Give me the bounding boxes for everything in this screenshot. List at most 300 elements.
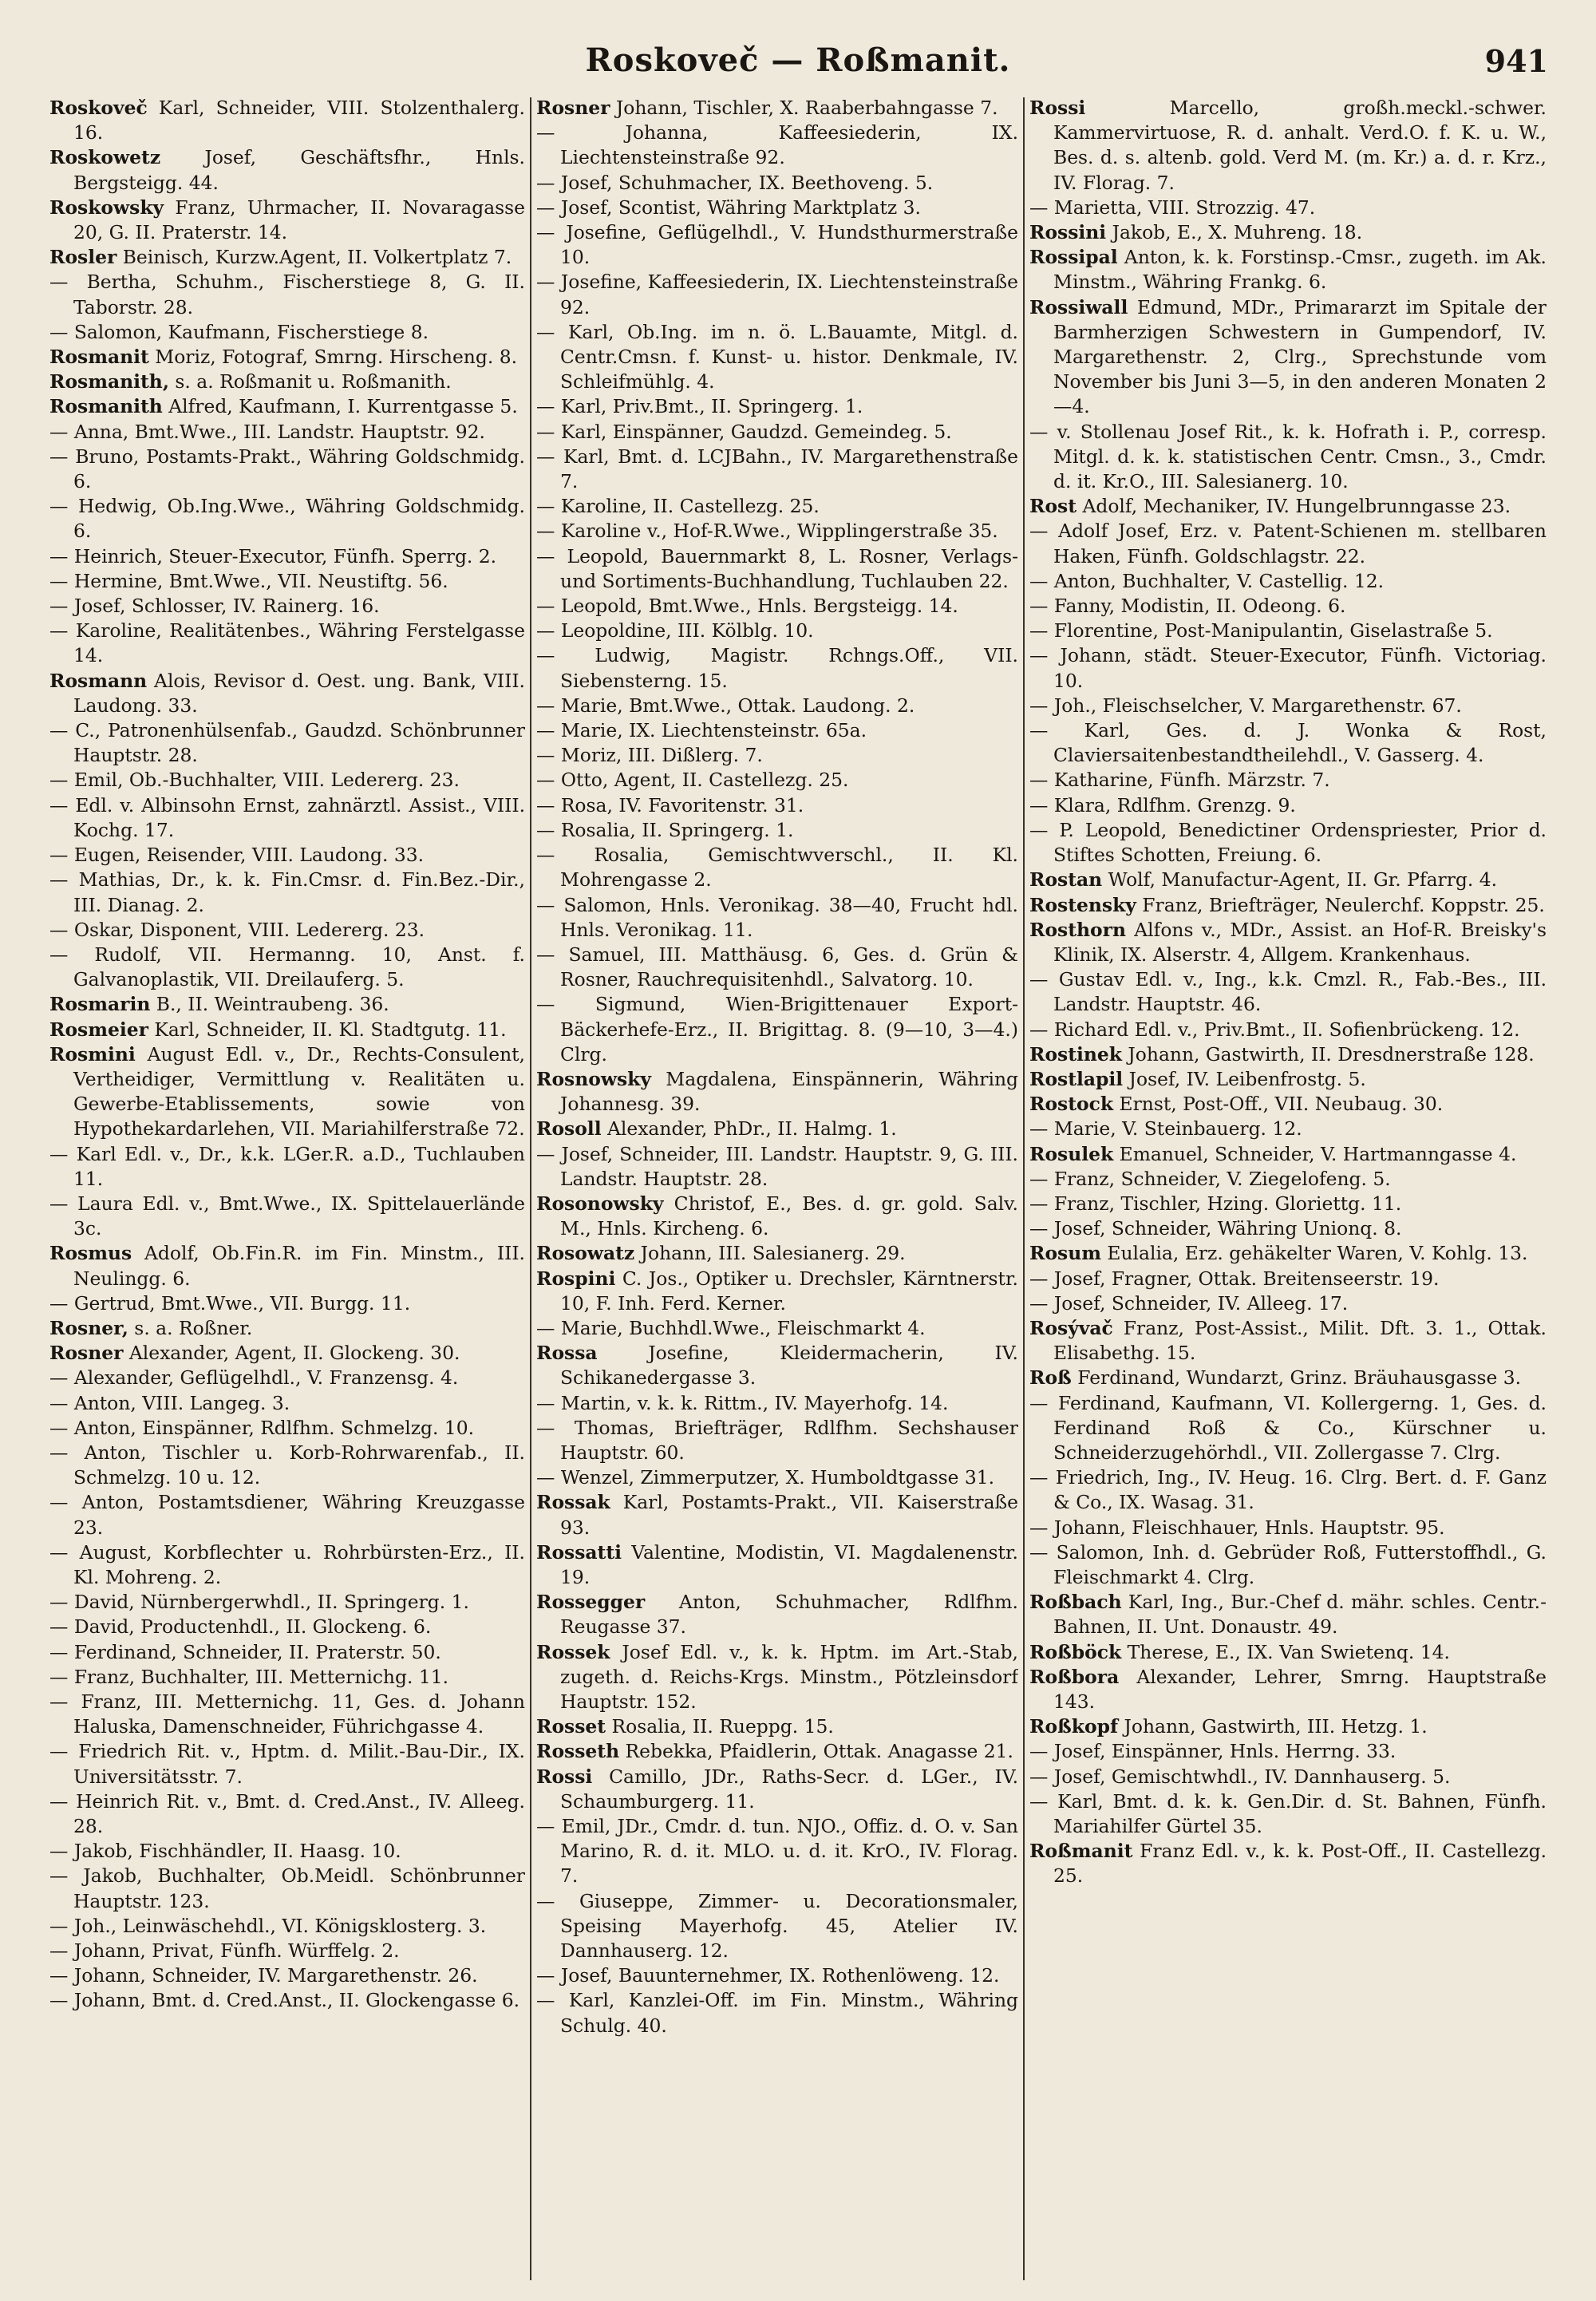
column-1: [49, 96, 525, 2283]
entry-details: Anton, k. k. Forstinsp.-Cmsr., zugeth. im Ak. Minstm., Währing Frankg. 6.: [1053, 246, 1547, 294]
entry-details: — Leopold, Bauernmarkt 8, L. Rosner, Verlags- und Sortiments-Buchhandlung, Tuchlauben 22.: [536, 544, 1018, 592]
entry-surname: Roskoveč: [49, 97, 148, 119]
entry-details: Josefine, Kleidermacherin, IV. Schikanedergasse 3.: [560, 1342, 1018, 1390]
entry-details: — P. Leopold, Benedictiner Ordenspriester, Prior d. Stiftes Schotten, Freiung. 6.: [1029, 818, 1547, 867]
directory-entry: [536, 643, 1018, 693]
directory-entry: [1029, 96, 1547, 196]
entry-details: Josef, IV. Leibenfrostg. 5.: [1123, 1067, 1366, 1090]
entry-details: — Hedwig, Ob.Ing.Wwe., Währing Goldschmidg. 6.: [49, 495, 525, 543]
directory-entry: [49, 1615, 525, 1639]
directory-entry: [536, 1640, 1018, 1715]
directory-entry: [536, 519, 1018, 544]
directory-entry: [536, 893, 1018, 943]
entry-details: — David, Nürnbergerwhdl., II. Springerg. 1.: [49, 1591, 469, 1614]
directory-entry: [536, 1267, 1018, 1316]
directory-entry: [536, 1889, 1018, 1964]
directory-entry: [49, 1241, 525, 1291]
entry-details: — Josef, Schneider, IV. Alleeg. 17.: [1029, 1291, 1349, 1315]
entry-details: — Josef, Schneider, Währing Unionq. 8.: [1029, 1217, 1402, 1240]
entry-details: Therese, E., IX. Van Swietenq. 14.: [1121, 1640, 1450, 1663]
entry-details: — Fanny, Modistin, II. Odeong. 6.: [1029, 595, 1346, 618]
entry-details: — Eugen, Reisender, VIII. Laudong. 33.: [49, 844, 425, 867]
directory-entry: [49, 1391, 525, 1416]
entry-details: — Thomas, Briefträger, Rdlfhm. Sechshauser Hauptstr. 60.: [536, 1416, 1018, 1464]
column-divider: [1023, 97, 1025, 2280]
entry-details: s. a. Roßmanit u. Roßmanith.: [168, 370, 452, 393]
directory-entry: [536, 220, 1018, 270]
directory-entry: [49, 1366, 525, 1390]
directory-entry: [49, 1416, 525, 1441]
entry-details: — Jakob, Buchhalter, Ob.Meidl. Schönbrunner Hauptstr. 123.: [49, 1864, 525, 1912]
directory-entry: [536, 818, 1018, 843]
directory-entry: [49, 943, 525, 992]
entry-details: — Emil, JDr., Cmdr. d. tun. NJO., Offiz. d. O. v. San Marino, R. d. it. MLO. u. d. it. KrO., IV. Florag. 7.: [536, 1815, 1018, 1888]
directory-entry: [536, 1814, 1018, 1889]
entry-surname: Rossa: [536, 1342, 598, 1365]
directory-entry: [536, 1988, 1018, 2038]
directory-entry: [1029, 643, 1547, 693]
entry-details: Franz, Uhrmacher, II. Novaragasse 20, G. II. Praterstr. 14.: [73, 196, 525, 244]
entry-details: — Josef, Einspänner, Hnls. Herrng. 33.: [1029, 1740, 1396, 1763]
entry-details: — Otto, Agent, II. Castellezg. 25.: [536, 769, 849, 792]
directory-entry: [536, 1465, 1018, 1490]
directory-entry: [49, 1690, 525, 1739]
entry-details: — Anton, Postamtsdiener, Währing Kreuzgasse 23.: [49, 1491, 525, 1539]
entry-details: — Friedrich, Ing., IV. Heug. 16. Clrg. Bert. d. F. Ganz & Co., IX. Wasag. 31.: [1029, 1466, 1547, 1514]
entry-details: — Florentine, Post-Manipulantin, Giselastraße 5.: [1029, 619, 1493, 642]
directory-entry: [1029, 295, 1547, 420]
entry-details: — Josef, Schlosser, IV. Rainerg. 16.: [49, 595, 380, 618]
entry-details: — Heinrich, Steuer-Executor, Fünfh. Sperrg. 2.: [49, 544, 497, 567]
directory-entry: [536, 619, 1018, 643]
directory-entry: [49, 843, 525, 868]
directory-entry: [536, 1739, 1018, 1764]
entry-details: Jakob, E., X. Muhreng. 18.: [1106, 221, 1363, 244]
directory-entry: [1029, 594, 1547, 619]
entry-surname: Rossi: [536, 1765, 593, 1788]
entry-details: — Richard Edl. v., Priv.Bmt., II. Sofienbrückeng. 12.: [1029, 1018, 1520, 1041]
entry-details: Josef, Geschäftsfhr., Hnls. Bergsteigg. 44.: [73, 146, 525, 194]
directory-entry: [536, 1316, 1018, 1341]
directory-entry: [49, 1018, 525, 1042]
directory-entry: [536, 494, 1018, 519]
entry-details: — Rosalia, Gemischtwverschl., II. Kl. Mohrengasse 2.: [536, 844, 1018, 892]
directory-entry: [536, 768, 1018, 793]
directory-entry: [1029, 1291, 1547, 1316]
column-divider: [530, 97, 531, 2280]
entry-details: — Salomon, Inh. d. Gebrüder Roß, Futterstoffhdl., G. Fleischmarkt 4. Clrg.: [1029, 1540, 1547, 1588]
entry-details: — Laura Edl. v., Bmt.Wwe., IX. Spittelauerlände 3c.: [49, 1192, 525, 1240]
entry-details: Alexander, Lehrer, Smrng. Hauptstraße 143.: [1053, 1665, 1547, 1713]
directory-entry: [536, 1192, 1018, 1241]
entry-surname: Rosner,: [49, 1316, 128, 1339]
directory-entry: [49, 1789, 525, 1839]
directory-entry: [49, 1341, 525, 1366]
entry-details: — Marie, Buchhdl.Wwe., Fleischmarkt 4.: [536, 1316, 926, 1339]
entry-details: — Ludwig, Magistr. Rchngs.Off., VII. Siebensterng. 15.: [536, 644, 1018, 692]
entry-surname: Rosthorn: [1029, 918, 1126, 941]
directory-entry: [49, 1490, 525, 1540]
entry-surname: Roßböck: [1029, 1640, 1122, 1663]
entry-details: Johann, III. Salesianerg. 29.: [634, 1242, 906, 1265]
entry-details: — Josef, Schuhmacher, IX. Beethoveng. 5.: [536, 171, 934, 194]
entry-details: C. Jos., Optiker u. Drechsler, Kärntnerstr. 10, F. Inh. Ferd. Kerner.: [560, 1267, 1018, 1315]
directory-entry: [49, 868, 525, 917]
entry-details: Karl, Ing., Bur.-Chef d. mähr. schles. Centr.-Bahnen, II. Unt. Donaustr. 49.: [1053, 1591, 1547, 1639]
directory-entry: [1029, 768, 1547, 793]
entry-surname: Rosmini: [49, 1042, 136, 1065]
directory-entry: [1029, 1765, 1547, 1789]
directory-entry: [536, 1963, 1018, 1988]
entry-surname: Rossipal: [1029, 246, 1118, 269]
entry-details: — Karl, Priv.Bmt., II. Springerg. 1.: [536, 395, 863, 418]
entry-details: Adolf, Ob.Fin.R. im Fin. Minstm., III. Neulingg. 6.: [73, 1242, 525, 1290]
entry-details: Karl, Postamts-Prakt., VII. Kaiserstraße 93.: [560, 1491, 1018, 1539]
directory-entry: [1029, 1241, 1547, 1266]
entry-surname: Rosum: [1029, 1242, 1101, 1265]
directory-entry: [49, 494, 525, 544]
entry-surname: Rostinek: [1029, 1042, 1122, 1065]
entry-details: Magdalena, Einspännerin, Währing Johannesg. 39.: [560, 1067, 1018, 1116]
entry-surname: Rosonowsky: [536, 1192, 664, 1215]
directory-entry: [1029, 1665, 1547, 1714]
entry-details: Franz, Post-Assist., Milit. Dft. 3. 1., Ottak. Elisabethg. 15.: [1053, 1316, 1547, 1365]
entry-surname: Rostan: [1029, 868, 1103, 892]
directory-entry: [49, 1988, 525, 2013]
entry-details: — Franz, Schneider, V. Ziegelofeng. 5.: [1029, 1167, 1391, 1190]
entry-surname: Rosseth: [536, 1740, 620, 1763]
entry-details: Eulalia, Erz. gehäkelter Waren, V. Kohlg. 13.: [1100, 1242, 1528, 1265]
entry-details: — Marie, IX. Liechtensteinstr. 65a.: [536, 719, 867, 742]
entry-details: — Adolf Josef, Erz. v. Patent-Schienen m. stellbaren Haken, Fünfh. Goldschlagstr. 22.: [1029, 520, 1547, 567]
directory-entry: [49, 196, 525, 245]
entry-details: Karl, Schneider, VIII. Stolzenthalerg. 16.: [73, 97, 525, 144]
directory-entry: [1029, 793, 1547, 818]
directory-entry: [1029, 1067, 1547, 1092]
entry-details: — Johann, städt. Steuer-Executor, Fünfh. Victoriag. 10.: [1029, 644, 1547, 692]
directory-entry: [49, 1914, 525, 1939]
entry-details: — Johanna, Kaffeesiederin, IX. Liechtensteinstraße 92.: [536, 121, 1018, 169]
entry-details: Valentine, Modistin, VI. Magdalenenstr. 19.: [560, 1540, 1018, 1588]
directory-entry: [49, 1540, 525, 1590]
entry-details: Anton, Schuhmacher, Rdlfhm. Reugasse 37.: [560, 1591, 1018, 1639]
directory-entry: [1029, 868, 1547, 892]
entry-details: Alois, Revisor d. Oest. ung. Bank, VIII. Laudong. 33.: [73, 669, 525, 717]
entry-surname: Roßbora: [1029, 1665, 1120, 1688]
entry-details: — Franz, III. Metternichg. 11, Ges. d. Johann Haluska, Damenschneider, Führichgasse 4.: [49, 1690, 525, 1738]
entry-details: — C., Patronenhülsenfab., Gaudzd. Schönbrunner Hauptstr. 28.: [49, 719, 525, 767]
directory-entry: [1029, 196, 1547, 220]
entry-details: Camillo, JDr., Raths-Secr. d. LGer., IV. Schaumburgerg. 11.: [560, 1765, 1018, 1813]
entry-details: Ernst, Post-Off., VII. Neubaug. 30.: [1113, 1093, 1444, 1116]
entry-details: Alexander, Agent, II. Glockeng. 30.: [123, 1342, 460, 1365]
directory-entry: [536, 992, 1018, 1067]
entry-details: — Johann, Fleischhauer, Hnls. Hauptstr. 95.: [1029, 1516, 1445, 1539]
directory-entry: [1029, 1714, 1547, 1739]
directory-entry: [1029, 1167, 1547, 1192]
directory-entry: [49, 1864, 525, 1913]
directory-entry: [536, 1341, 1018, 1390]
entry-surname: Rostock: [1029, 1093, 1114, 1116]
entry-details: Franz Edl. v., k. k. Post-Off., II. Castellezg. 25.: [1053, 1840, 1547, 1888]
entry-details: — Friedrich Rit. v., Hptm. d. Milit.-Bau-Dir., IX. Universitätsstr. 7.: [49, 1740, 525, 1788]
entry-surname: Rostensky: [1029, 893, 1136, 916]
directory-entry: [49, 1839, 525, 1864]
directory-entry: [1029, 1739, 1547, 1764]
entry-details: Johann, Gastwirth, II. Dresdnerstraße 128.: [1122, 1042, 1535, 1065]
entry-surname: Rosnowsky: [536, 1067, 651, 1090]
entry-surname: Rossak: [536, 1491, 610, 1514]
directory-entry: [1029, 569, 1547, 594]
entry-surname: Rossatti: [536, 1540, 622, 1564]
entry-details: Ferdinand, Wundarzt, Grinz. Bräuhausgasse 3.: [1071, 1366, 1522, 1390]
page-number: 941: [1484, 43, 1548, 79]
directory-entry: [536, 793, 1018, 818]
directory-entry: [49, 594, 525, 619]
entry-surname: Rosmanith: [49, 395, 163, 418]
entry-details: — Heinrich Rit. v., Bmt. d. Cred.Anst., IV. Alleeg. 28.: [49, 1789, 525, 1838]
directory-entry: [49, 420, 525, 445]
entry-details: — Karl Edl. v., Dr., k.k. LGer.R. a.D., Tuchlauben 11.: [49, 1142, 525, 1190]
entry-surname: Rospini: [536, 1267, 616, 1290]
entry-details: Marcello, großh.meckl.-schwer. Kammervirtuose, R. d. anhalt. Verd.O. f. K. u. W., Bes. d. s. altenb. gold. Verd M. (m. Kr.) a. d. r. Krz., IV. Florag. 7.: [1053, 97, 1547, 194]
directory-entry: [49, 245, 525, 270]
directory-entry: [1029, 1316, 1547, 1366]
entry-details: — Johann, Bmt. d. Cred.Anst., II. Glockengasse 6.: [49, 1989, 520, 2012]
entry-details: Karl, Schneider, II. Kl. Stadtgutg. 11.: [148, 1018, 507, 1041]
entry-details: — Wenzel, Zimmerputzer, X. Humboldtgasse 31.: [536, 1466, 995, 1489]
directory-entry: [536, 196, 1018, 220]
directory-entry: [49, 793, 525, 843]
entry-details: — Franz, Buchhalter, III. Metternichg. 11.: [49, 1665, 449, 1688]
directory-entry: [1029, 1117, 1547, 1141]
directory-entry: [49, 768, 525, 793]
entry-details: — Josef, Schneider, III. Landstr. Hauptstr. 9, G. III. Landstr. Hauptstr. 28.: [536, 1142, 1018, 1190]
entry-surname: Rossek: [536, 1640, 610, 1663]
directory-entry: [536, 420, 1018, 445]
entry-details: — Emil, Ob.-Buchhalter, VIII. Ledererg. 23.: [49, 769, 460, 792]
entry-details: Johann, Tischler, X. Raaberbahngasse 7.: [610, 97, 998, 119]
entry-details: — Rosa, IV. Favoritenstr. 31.: [536, 793, 804, 816]
entry-details: — Anton, Buchhalter, V. Castellig. 12.: [1029, 569, 1385, 592]
entry-details: — Rosalia, II. Springerg. 1.: [536, 818, 794, 841]
entry-details: Alexander, PhDr., II. Halmg. 1.: [601, 1117, 897, 1141]
entry-details: — Leopoldine, III. Kölblg. 10.: [536, 619, 814, 642]
entry-details: — Samuel, III. Matthäusg. 6, Ges. d. Grün & Rosner, Rauchrequisitenhdl., Salvatorg. 10.: [536, 943, 1018, 991]
directory-entry: [1029, 1192, 1547, 1216]
directory-entry: [49, 669, 525, 718]
directory-entry: [1029, 1142, 1547, 1167]
entry-surname: Roß: [1029, 1366, 1072, 1390]
directory-entry: [536, 1067, 1018, 1117]
directory-entry: [1029, 420, 1547, 495]
entry-details: — Marie, Bmt.Wwe., Ottak. Laudong. 2.: [536, 694, 915, 717]
entry-details: — Sigmund, Wien-Brigittenauer Export-Bäckerhefe-Erz., II. Brigittag. 8. (9—10, 3—4.) Clrg.: [536, 993, 1018, 1065]
entry-details: Alfons v., MDr., Assist. an Hof-R. Breisky's Klinik, IX. Alserstr. 4, Allgem. Krankenhaus.: [1053, 918, 1547, 966]
directory-entry: [1029, 694, 1547, 718]
entry-details: — Rudolf, VII. Hermanng. 10, Anst. f. Galvanoplastik, VII. Dreilauferg. 5.: [49, 943, 525, 991]
entry-surname: Rosmarin: [49, 993, 151, 1016]
directory-entry: [49, 345, 525, 370]
entry-details: — Karoline v., Hof-R.Wwe., Wipplingerstraße 35.: [536, 520, 998, 543]
directory-entry: [49, 1441, 525, 1490]
entry-details: Josef Edl. v., k. k. Hptm. im Art.-Stab, zugeth. d. Reichs-Krgs. Minstm., Pötzleinsdorf Hauptstr. 152.: [560, 1640, 1018, 1713]
entry-surname: Rosývač: [1029, 1316, 1113, 1339]
directory-entry: [1029, 1216, 1547, 1241]
column-2: [536, 96, 1018, 2283]
entry-surname: Rosulek: [1029, 1142, 1114, 1165]
directory-entry: [49, 145, 525, 195]
entry-details: — Franz, Tischler, Hzing. Gloriettg. 11.: [1029, 1192, 1402, 1215]
entry-details: — Joh., Fleischselcher, V. Margarethenstr. 67.: [1029, 694, 1462, 717]
entry-surname: Roskowetz: [49, 146, 161, 169]
directory-entry: [49, 1665, 525, 1690]
directory-entry: [1029, 893, 1547, 918]
entry-details: — Moriz, III. Dißlerg. 7.: [536, 744, 763, 767]
entry-details: — Martin, v. k. k. Rittm., IV. Mayerhofg. 14.: [536, 1391, 949, 1414]
directory-entry: [536, 445, 1018, 494]
entry-surname: Rost: [1029, 495, 1077, 518]
directory-entry: [1029, 1590, 1547, 1639]
directory-entry: [1029, 1267, 1547, 1291]
entry-details: — Anton, Tischler u. Korb-Rohrwarenfab., II. Schmelzg. 10 u. 12.: [49, 1441, 525, 1489]
directory-entry: [536, 320, 1018, 395]
entry-details: Christof, E., Bes. d. gr. gold. Salv. M., Hnls. Kircheng. 6.: [560, 1192, 1018, 1240]
entry-details: — August, Korbflechter u. Rohrbürsten-Erz., II. Kl. Mohreng. 2.: [49, 1540, 525, 1588]
directory-entry: [49, 270, 525, 319]
directory-entry: [49, 1291, 525, 1316]
entry-surname: Rosner: [536, 97, 610, 119]
entry-details: — Karl, Einspänner, Gaudzd. Gemeindeg. 5.: [536, 420, 952, 443]
entry-details: — Jakob, Fischhändler, II. Haasg. 10.: [49, 1840, 401, 1863]
entry-surname: Rostlapil: [1029, 1067, 1124, 1090]
directory-entry: [49, 394, 525, 419]
entry-surname: Rosmeier: [49, 1018, 148, 1041]
directory-entry: [536, 270, 1018, 319]
entry-surname: Rosoll: [536, 1117, 602, 1141]
column-3: [1029, 96, 1547, 2283]
entry-surname: Roßkopf: [1029, 1715, 1119, 1738]
entry-surname: Rosner: [49, 1342, 124, 1365]
directory-entry: [536, 594, 1018, 619]
entry-details: Wolf, Manufactur-Agent, II. Gr. Pfarrg. 4.: [1102, 868, 1498, 892]
entry-details: Rosalia, II. Rueppg. 15.: [606, 1715, 834, 1738]
entry-details: — Josefine, Kaffeesiederin, IX. Liechtensteinstraße 92.: [536, 271, 1018, 318]
entry-surname: Rossi: [1029, 97, 1086, 119]
entry-details: — Karl, Ob.Ing. im n. ö. L.Bauamte, Mitgl. d. Centr.Cmsn. f. Kunst- u. histor. Denkmale, IV. Schleifmühlg. 4.: [536, 320, 1018, 393]
entry-details: — Josef, Bauunternehmer, IX. Rothenlöweng. 12.: [536, 1964, 1000, 1987]
directory-entry: [536, 943, 1018, 992]
directory-entry: [1029, 519, 1547, 568]
entry-details: — Karl, Bmt. d. LCJBahn., IV. Margarethenstraße 7.: [536, 445, 1018, 493]
directory-entry: [536, 121, 1018, 170]
entry-details: — Ferdinand, Schneider, II. Praterstr. 50.: [49, 1640, 441, 1663]
directory-entry: [1029, 918, 1547, 967]
directory-entry: [536, 1142, 1018, 1192]
directory-entry: [49, 569, 525, 594]
entry-details: — Anton, Einspänner, Rdlfhm. Schmelzg. 10.: [49, 1416, 475, 1439]
entry-details: — Anton, VIII. Langeg. 3.: [49, 1391, 290, 1414]
entry-details: — Leopold, Bmt.Wwe., Hnls. Bergsteigg. 14.: [536, 595, 958, 618]
directory-entry: [536, 1241, 1018, 1266]
directory-entry: [536, 1714, 1018, 1739]
entry-details: — v. Stollenau Josef Rit., k. k. Hofrath i. P., corresp. Mitgl. d. k. k. statistischen Centr. Cmsn., 3., Cmdr. d. it. Kr.O., III. Salesianerg. 10.: [1029, 420, 1547, 493]
entry-details: — Salomon, Kaufmann, Fischerstiege 8.: [49, 320, 429, 343]
directory-entry: [536, 171, 1018, 196]
directory-entry: [49, 992, 525, 1017]
directory-entry: [49, 320, 525, 345]
directory-entry: [49, 1590, 525, 1615]
directory-entry: [536, 1117, 1018, 1141]
entry-details: August Edl. v., Dr., Rechts-Consulent, Vertheidiger, Vermittlung v. Realitäten u. Gewerbe-Etablissements, sowie von Hypothekardarlehen, VII. Mariahilferstraße 72.: [73, 1042, 525, 1141]
entry-details: — Gertrud, Bmt.Wwe., VII. Burgg. 11.: [49, 1291, 411, 1315]
entry-details: — Johann, Privat, Fünfh. Würffelg. 2.: [49, 1939, 400, 1963]
directory-entry: [49, 1939, 525, 1963]
entry-details: — Katharine, Fünfh. Märzstr. 7.: [1029, 769, 1330, 792]
directory-entry: [1029, 245, 1547, 295]
entry-surname: Rossiwall: [1029, 295, 1128, 318]
directory-entry: [1029, 967, 1547, 1017]
directory-entry: [1029, 1516, 1547, 1540]
entry-surname: Rossegger: [536, 1591, 646, 1614]
entry-details: Edmund, MDr., Primararzt im Spitale der Barmherzigen Schwestern in Gumpendorf, IV. Margarethenstr. 2, Clrg., Sprechstunde vom November bis Juni 3—5, in den anderen Monaten 2—4.: [1053, 295, 1547, 418]
entry-details: — Edl. v. Albinsohn Ernst, zahnärztl. Assist., VIII. Kochg. 17.: [49, 793, 525, 841]
entry-surname: Rosowatz: [536, 1242, 635, 1265]
entry-details: Franz, Briefträger, Neulerchf. Koppstr. 25.: [1136, 893, 1545, 916]
entry-details: — Josef, Scontist, Währing Marktplatz 3.: [536, 196, 921, 219]
directory-entry: [1029, 1540, 1547, 1590]
directory-entry: [49, 370, 525, 394]
entry-details: — Gustav Edl. v., Ing., k.k. Cmzl. R., Fab.-Bes., III. Landstr. Hauptstr. 46.: [1029, 968, 1547, 1016]
directory-entry: [1029, 718, 1547, 768]
entry-details: — Oskar, Disponent, VIII. Ledererg. 23.: [49, 918, 425, 941]
directory-entry: [49, 1042, 525, 1142]
entry-details: B., II. Weintraubeng. 36.: [150, 993, 389, 1016]
entry-details: — Mathias, Dr., k. k. Fin.Cmsr. d. Fin.Bez.-Dir., III. Dianag. 2.: [49, 868, 525, 916]
entry-details: — Josefine, Geflügelhdl., V. Hundsthurmerstraße 10.: [536, 221, 1018, 269]
directory-entry: [49, 1142, 525, 1192]
directory-entry: [49, 718, 525, 768]
entry-details: — Salomon, Hnls. Veronikag. 38—40, Frucht hdl. Hnls. Veronikag. 11.: [536, 893, 1018, 941]
entry-details: — Josef, Gemischtwhdl., IV. Dannhauserg. 5.: [1029, 1765, 1451, 1788]
directory-entry: [49, 1739, 525, 1789]
entry-details: — Anna, Bmt.Wwe., III. Landstr. Hauptstr. 92.: [49, 420, 485, 443]
entry-details: — Marietta, VIII. Strozzig. 47.: [1029, 196, 1316, 219]
directory-entry: [49, 1192, 525, 1241]
entry-details: — Bruno, Postamts-Prakt., Währing Goldschmidg. 6.: [49, 445, 525, 493]
entry-details: — Marie, V. Steinbauerg. 12.: [1029, 1117, 1302, 1141]
entry-surname: Rosler: [49, 246, 117, 269]
entry-details: — Karl, Bmt. d. k. k. Gen.Dir. d. St. Bahnen, Fünfh. Mariahilfer Gürtel 35.: [1029, 1789, 1547, 1838]
directory-entry: [1029, 494, 1547, 519]
directory-entry: [536, 1490, 1018, 1540]
entry-details: Beinisch, Kurzw.Agent, II. Volkertplatz 7.: [117, 246, 512, 269]
entry-details: — Giuseppe, Zimmer- u. Decorationsmaler, Speising Mayerhofg. 45, Atelier IV. Dannhauserg. 12.: [536, 1889, 1018, 1963]
entry-details: Johann, Gastwirth, III. Hetzg. 1.: [1118, 1715, 1428, 1738]
entry-details: Moriz, Fotograf, Smrng. Hirscheng. 8.: [148, 346, 518, 369]
directory-entry: [49, 1316, 525, 1341]
directory-entry: [536, 1765, 1018, 1814]
entry-details: Emanuel, Schneider, V. Hartmanngasse 4.: [1113, 1142, 1517, 1165]
directory-entry: [1029, 1018, 1547, 1042]
directory-entry: [1029, 220, 1547, 245]
directory-entry: [536, 694, 1018, 718]
page-title: Roskoveč — Roßmanit.: [585, 42, 1011, 79]
page-header: [48, 34, 1548, 93]
directory-entry: [536, 544, 1018, 594]
entry-details: — Bertha, Schuhm., Fischerstiege 8, G. II. Taborstr. 28.: [49, 271, 525, 318]
directory-entry: [1029, 1789, 1547, 1839]
